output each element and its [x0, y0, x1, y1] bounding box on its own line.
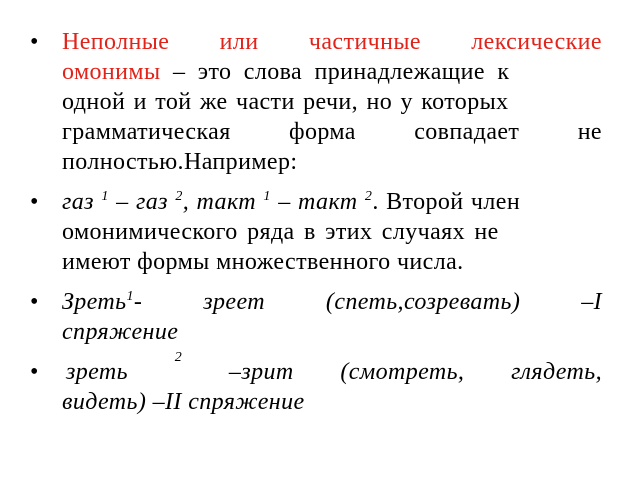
definition-word: грамматическая: [62, 119, 231, 145]
synonyms-text: глядеть,: [511, 359, 602, 385]
verb-group: [62, 288, 142, 316]
definition-text: одной и той же части речи, но у которых: [62, 89, 509, 115]
bullet-1-line-5: [62, 148, 602, 176]
explanation-text: омонимического ряда в этих случаях не: [62, 219, 499, 245]
bullet-1-line-2: [62, 58, 602, 86]
conjugation-label: –I: [581, 289, 602, 315]
explanation-text: . Второй член: [372, 189, 521, 215]
conjugation-label: спряжение: [62, 319, 179, 345]
bullet-icon: •: [30, 189, 39, 215]
example-word: Зреть: [62, 289, 127, 315]
definition-word: совпадает: [414, 119, 520, 145]
bullet-icon: •: [30, 29, 39, 55]
homonym-index: 1: [126, 289, 134, 304]
bullet-1-line-4: [62, 118, 602, 146]
homonym-index: 2: [174, 350, 183, 365]
term-word: лексические: [471, 29, 602, 55]
term-word: Неполные: [62, 29, 170, 55]
term-word: частичные: [308, 29, 421, 55]
dash: –: [278, 189, 291, 215]
example-word: зреть: [66, 359, 128, 385]
bullet-1-line-3: [62, 88, 602, 116]
definition-text: полностью.Например:: [62, 149, 298, 175]
synonyms-text: (смотреть,: [340, 359, 465, 385]
bullet-4-line-1: [66, 350, 602, 386]
comma: ,: [182, 189, 190, 215]
example-word: такт: [298, 189, 358, 215]
bullet-3-line-1: [62, 288, 602, 316]
bullet-icon: •: [30, 289, 39, 315]
bullet-3-line-2: [62, 318, 602, 346]
homonym-index: 1: [263, 189, 271, 204]
example-word: такт: [196, 189, 256, 215]
dash: –: [116, 189, 129, 215]
example-word: зреет: [203, 289, 265, 315]
bullet-2-line-1: [62, 188, 602, 216]
definition-text: – это слова принадлежащие к: [172, 59, 510, 85]
definition-word: форма: [289, 119, 356, 145]
term-word: или: [219, 29, 259, 55]
homonym-index: 2: [175, 189, 183, 204]
example-word: –зрит: [228, 359, 294, 385]
conjugation-label: видеть) –II спряжение: [62, 389, 305, 415]
bullet-1-line-1: [62, 28, 602, 56]
term-word: омонимы: [62, 59, 161, 85]
synonyms-text: (спеть,созревать): [325, 289, 521, 315]
homonym-index: 2: [364, 189, 373, 204]
example-word: газ: [135, 189, 168, 215]
bullet-icon: •: [30, 359, 39, 385]
example-word: газ: [62, 189, 94, 215]
bullet-2-line-3: [62, 248, 602, 276]
definition-word: не: [577, 119, 602, 145]
bullet-2-line-2: [62, 218, 602, 246]
homonym-index: 1: [101, 189, 109, 204]
explanation-text: имеют формы множественного числа.: [62, 249, 464, 275]
bullet-4-line-2: [62, 388, 602, 416]
dash: -: [133, 289, 143, 315]
